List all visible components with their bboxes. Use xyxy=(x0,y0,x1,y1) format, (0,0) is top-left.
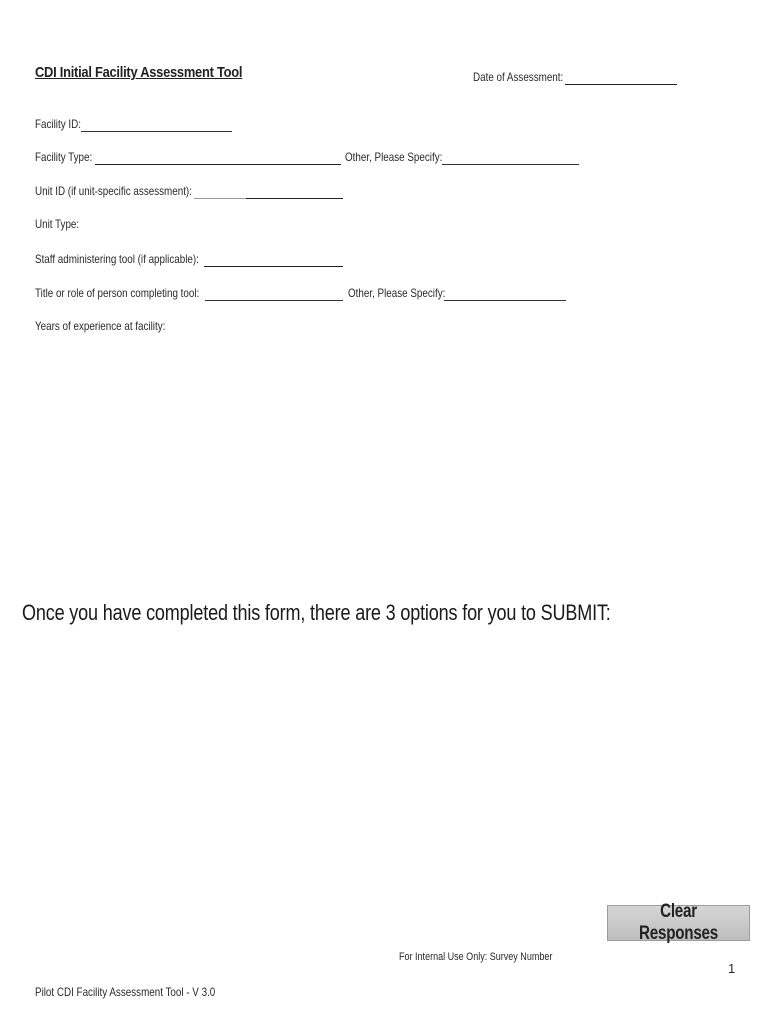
facility-type-other-label: Other, Please Specify: xyxy=(345,150,443,164)
title-role-other-underline xyxy=(444,300,566,301)
title-role-other-label: Other, Please Specify: xyxy=(348,286,446,300)
date-of-assessment-field[interactable] xyxy=(565,68,677,84)
unit-id-underline xyxy=(246,198,343,199)
facility-type-other-underline xyxy=(442,164,579,165)
title-role-underline xyxy=(205,300,343,301)
staff-administering-field[interactable] xyxy=(204,250,343,266)
facility-type-label: Facility Type: xyxy=(35,150,93,164)
unit-id-label: Unit ID (if unit-specific assessment): xyxy=(35,184,192,198)
submit-instructions: Once you have completed this form, there are 3 options for you to SUBMIT: xyxy=(22,600,611,625)
facility-type-other-field[interactable] xyxy=(442,148,579,164)
staff-administering-label: Staff administering tool (if applicable): xyxy=(35,252,199,266)
facility-id-label: Facility ID: xyxy=(35,117,81,131)
facility-type-field[interactable] xyxy=(95,148,341,164)
years-experience-label: Years of experience at facility: xyxy=(35,319,166,333)
page-number: 1 xyxy=(728,961,736,976)
facility-type-underline xyxy=(95,164,341,165)
form-title: CDI Initial Facility Assessment Tool xyxy=(35,64,243,81)
title-role-other-field[interactable] xyxy=(444,284,566,300)
facility-id-underline xyxy=(81,131,232,132)
unit-type-label: Unit Type: xyxy=(35,217,80,231)
staff-administering-underline xyxy=(204,266,343,267)
footer-version: Pilot CDI Facility Assessment Tool - V 3.0 xyxy=(35,985,216,999)
clear-responses-button[interactable] xyxy=(607,901,750,944)
title-role-field[interactable] xyxy=(205,284,343,300)
unit-id-field[interactable] xyxy=(194,182,343,198)
date-of-assessment-underline xyxy=(565,84,677,85)
date-of-assessment-label: Date of Assessment: xyxy=(473,70,564,84)
title-role-label: Title or role of person completing tool: xyxy=(35,286,200,300)
unit-id-underline-light xyxy=(194,198,246,199)
clear-responses-label: Clear Responses xyxy=(639,901,718,944)
internal-use-label: For Internal Use Only: Survey Number xyxy=(399,951,553,963)
facility-id-field[interactable] xyxy=(81,115,232,131)
